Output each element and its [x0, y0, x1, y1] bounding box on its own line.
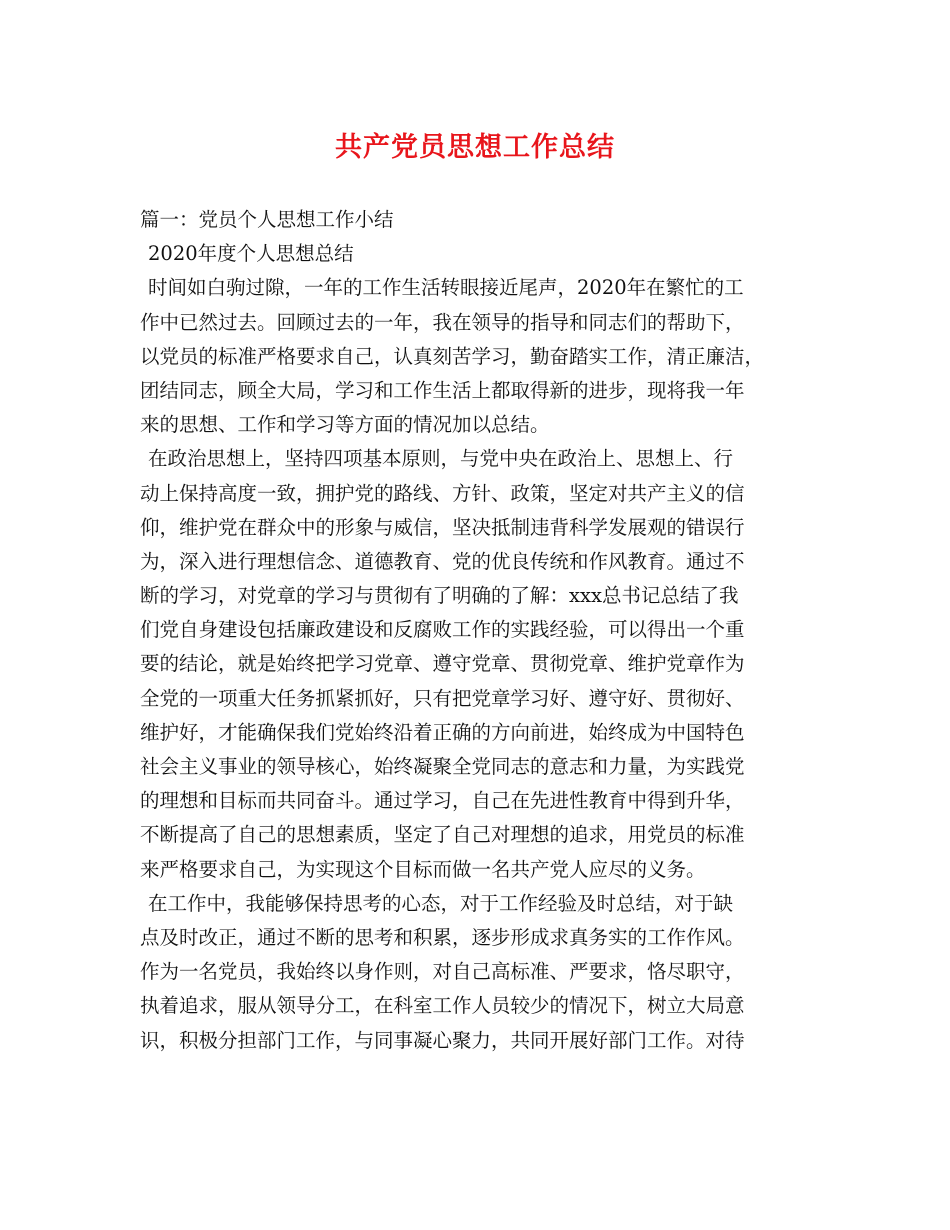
paragraph-line: 仰，维护党在群众中的形象与威信，坚决抵制违背科学发展观的错误行 [140, 515, 745, 539]
paragraph-line: 识，积极分担部门工作，与同事凝心聚力，共同开展好部门工作。对待 [140, 1028, 745, 1052]
page-title: 共产党员思想工作总结 [335, 132, 615, 163]
paragraph-line: 作为一名党员，我始终以身作则，对自己高标准、严要求，恪尽职守， [140, 960, 745, 984]
paragraph-line: 维护好，才能确保我们党始终沿着正确的方向前进，始终成为中国特色 [140, 720, 745, 744]
paragraph-line: 为，深入进行理想信念、道德教育、党的优良传统和作风教育。通过不 [140, 549, 745, 573]
paragraph-line: 来严格要求自己，为实现这个目标而做一名共产党人应尽的义务。 [140, 857, 706, 881]
section-heading: 篇一：党员个人思想工作小结 [140, 208, 394, 231]
paragraph-line: 作中已然过去。回顾过去的一年，我在领导的指导和同志们的帮助下， [140, 310, 745, 334]
paragraph-line: 断的学习，对党章的学习与贯彻有了明确的了解：xxx总书记总结了我 [140, 584, 739, 608]
paragraph-line: 全党的一项重大任务抓紧抓好，只有把党章学习好、遵守好、贯彻好、 [140, 686, 745, 710]
paragraph-line: 来的思想、工作和学习等方面的情况加以总结。 [140, 413, 550, 437]
paragraph-line: 要的结论，就是始终把学习党章、遵守党章、贯彻党章、维护党章作为 [140, 652, 745, 676]
paragraph-line: 动上保持高度一致，拥护党的路线、方针、政策，坚定对共产主义的信 [140, 481, 745, 505]
paragraph-line: 们党自身建设包括廉政建设和反腐败工作的实践经验，可以得出一个重 [140, 618, 745, 642]
paragraph-line: 时间如白驹过隙，一年的工作生活转眼接近尾声，2020年在繁忙的工 [148, 276, 744, 300]
paragraph-line: 不断提高了自己的思想素质，坚定了自己对理想的追求，用党员的标准 [140, 823, 745, 847]
paragraph-line: 执着追求，服从领导分工，在科室工作人员较少的情况下，树立大局意 [140, 994, 745, 1018]
paragraph-line: 在工作中，我能够保持思考的心态，对于工作经验及时总结，对于缺 [148, 891, 734, 915]
paragraph-line: 点及时改正，通过不断的思考和积累，逐步形成求真务实的工作作风。 [140, 925, 745, 949]
document-body [140, 203, 816, 1058]
paragraph-line: 社会主义事业的领导核心，始终凝聚全党同志的意志和力量，为实践党 [140, 755, 745, 778]
paragraph-line: 在政治思想上，坚持四项基本原则，与党中央在政治上、思想上、行 [148, 447, 734, 471]
paragraph-line: 以党员的标准严格要求自己，认真刻苦学习，勤奋踏实工作，清正廉洁， [140, 344, 765, 368]
paragraph-line: 的理想和目标而共同奋斗。通过学习，自己在先进性教育中得到升华， [140, 789, 745, 813]
paragraph-line: 团结同志，顾全大局，学习和工作生活上都取得新的进步，现将我一年 [140, 378, 745, 402]
subheading: 2020年度个人思想总结 [148, 242, 354, 266]
